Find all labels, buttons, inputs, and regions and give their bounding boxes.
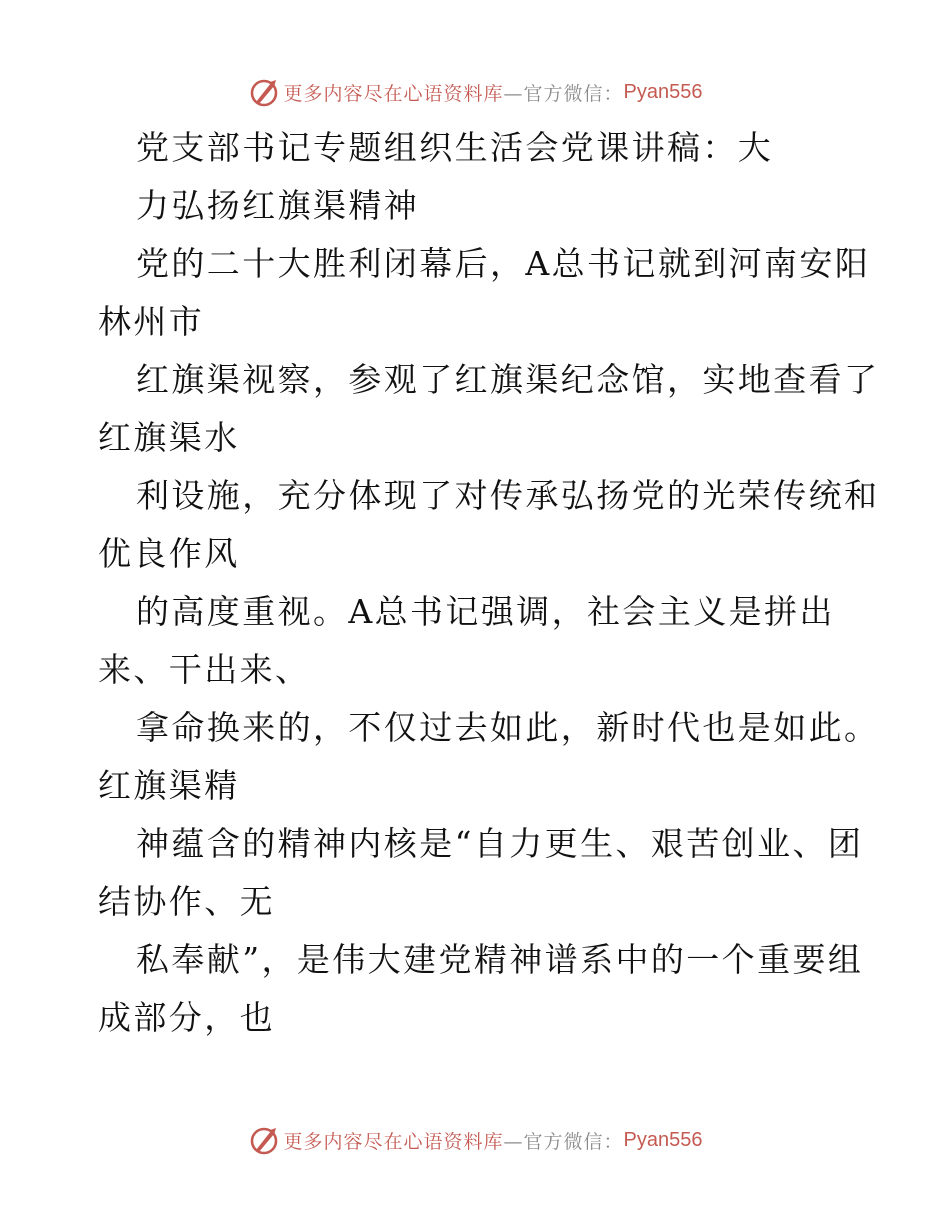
document-line: 私奉献”，是伟大建党精神谱系中的一个重要组 [136, 940, 864, 979]
document-body [98, 124, 878, 1052]
document-line: 拿命换来的，不仅过去如此，新时代也是如此。 [136, 708, 880, 747]
header-banner [0, 72, 950, 112]
quill-logo-icon [248, 76, 280, 108]
footer-banner-id: Pyan556 [623, 1128, 703, 1151]
document-line: 力弘扬红旗渠精神 [136, 186, 420, 225]
document-line: 来、干出来、 [98, 650, 311, 689]
document-line: 优良作风 [98, 534, 240, 573]
quill-logo-icon [248, 1124, 280, 1156]
footer-banner-red-text: 更多内容尽在心语资料库 [283, 1130, 504, 1153]
document-line: 的高度重视。A总书记强调，社会主义是拼出 [136, 592, 835, 631]
footer-banner-gray-text: —官方微信： [503, 1130, 624, 1153]
document-line: 红旗渠水 [98, 418, 240, 457]
document-line: 林州市 [98, 302, 205, 341]
document-line: 红旗渠视察，参观了红旗渠纪念馆，实地查看了 [136, 360, 880, 399]
document-line: 党的二十大胜利闭幕后，A总书记就到河南安阳 [136, 244, 871, 283]
header-banner-gray-text: —官方微信： [503, 82, 624, 105]
document-line: 成部分，也 [98, 998, 275, 1037]
document-line: 红旗渠精 [98, 766, 240, 805]
document-line: 结协作、无 [98, 882, 275, 921]
header-banner-id: Pyan556 [623, 80, 703, 103]
document-line: 党支部书记专题组织生活会党课讲稿：大 [136, 128, 774, 167]
header-banner-red-text: 更多内容尽在心语资料库 [283, 82, 504, 105]
document-line: 利设施，充分体现了对传承弘扬党的光荣传统和 [136, 476, 880, 515]
footer-banner [0, 1120, 950, 1160]
document-line: 神蕴含的精神内核是“自力更生、艰苦创业、团 [136, 824, 864, 863]
